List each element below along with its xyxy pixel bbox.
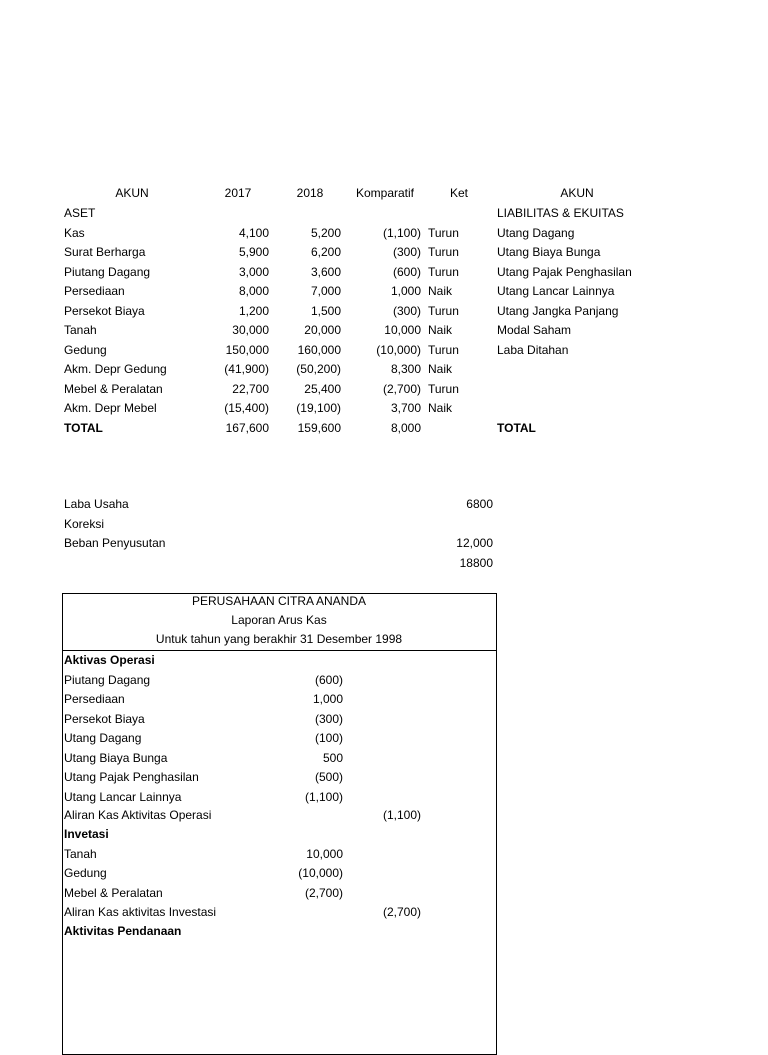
operasi-item-amount: (1,100) [304, 789, 343, 804]
company-name: PERUSAHAAN CITRA ANANDA [191, 594, 367, 608]
operasi-total-label: Aliran Kas Aktivitas Operasi [64, 808, 212, 822]
asset-total-label: TOTAL [64, 420, 103, 435]
laba-sum-value: 18800 [459, 555, 493, 570]
asset-2017: 1,200 [238, 303, 269, 318]
liability-name: Modal Saham [497, 323, 572, 337]
asset-2017: 8,000 [238, 284, 269, 298]
asset-2018: (19,100) [296, 401, 341, 415]
asset-name: Akm. Depr Gedung [64, 362, 167, 376]
investasi-item-name: Mebel & Peralatan [64, 885, 163, 900]
liability-name: Laba Ditahan [497, 342, 569, 357]
asset-2018: 160,000 [297, 342, 341, 357]
liability-name: Utang Dagang [497, 225, 575, 240]
asset-2017: 3,000 [238, 264, 269, 279]
asset-ket: Naik [428, 323, 453, 337]
section-liabilitas-ekuitas: LIABILITAS & EKUITAS [497, 206, 624, 220]
header-ket: Ket [449, 186, 468, 200]
asset-2017: (15,400) [224, 401, 269, 415]
header-akun: AKUN [115, 186, 149, 200]
asset-ket: Turun [428, 245, 459, 259]
asset-name: Persediaan [64, 284, 125, 298]
investasi-total-value: (2,700) [382, 905, 421, 919]
asset-2017: 4,100 [238, 225, 269, 240]
asset-name: Mebel & Peralatan [64, 381, 163, 396]
header-2017: 2017 [224, 186, 252, 200]
operasi-item-amount: (100) [314, 731, 343, 745]
operasi-item-amount: (600) [314, 672, 343, 687]
investasi-item-name: Gedung [64, 866, 107, 880]
investasi-total-label: Aliran Kas aktivitas Investasi [64, 905, 217, 919]
header-komparatif: Komparatif [355, 186, 415, 200]
asset-name: Gedung [64, 342, 107, 357]
asset-2018: 1,500 [310, 303, 341, 318]
investasi-item-amount: (10,000) [298, 866, 343, 880]
asset-komparatif: 1,000 [390, 284, 421, 298]
operasi-item-name: Persekot Biaya [64, 711, 145, 726]
laba-usaha-value: 6800 [466, 497, 493, 511]
section-aset: ASET [64, 206, 96, 220]
asset-ket: Turun [428, 225, 459, 240]
liability-name: Utang Biaya Bunga [497, 245, 601, 259]
asset-name: Surat Berharga [64, 245, 146, 259]
pendanaan-header: Aktivitas Pendanaan [64, 924, 182, 938]
asset-komparatif: 3,700 [390, 401, 421, 415]
operasi-item-amount: (300) [314, 711, 343, 726]
asset-total-2018: 159,600 [297, 420, 341, 435]
asset-2017: 5,900 [238, 245, 269, 259]
asset-total-2017: 167,600 [225, 420, 269, 435]
asset-ket: Naik [428, 284, 453, 298]
asset-2017: 22,700 [232, 381, 269, 396]
asset-komparatif: (300) [392, 303, 421, 318]
asset-2018: 5,200 [310, 225, 341, 240]
asset-name: Kas [64, 225, 85, 240]
asset-2018: 3,600 [310, 264, 341, 279]
asset-name: Tanah [64, 323, 97, 337]
asset-2017: (41,900) [224, 362, 269, 376]
operasi-item-amount: 1,000 [312, 692, 343, 706]
asset-total-komparatif: 8,000 [390, 420, 421, 435]
investasi-header: Invetasi [64, 827, 109, 841]
operasi-item-name: Utang Lancar Lainnya [64, 789, 182, 804]
investasi-item-name: Tanah [64, 846, 97, 861]
asset-komparatif: (300) [392, 245, 421, 259]
asset-2018: 20,000 [304, 323, 341, 337]
liability-name: Utang Pajak Penghasilan [497, 264, 632, 279]
asset-komparatif: (1,100) [382, 225, 421, 240]
operasi-item-name: Utang Dagang [64, 731, 142, 745]
asset-name: Persekot Biaya [64, 303, 145, 318]
operasi-item-amount: 500 [322, 750, 343, 765]
asset-2018: 7,000 [310, 284, 341, 298]
asset-komparatif: (10,000) [376, 342, 421, 357]
report-period: Untuk tahun yang berakhir 31 Desember 1998 [155, 632, 403, 646]
asset-komparatif: (600) [392, 264, 421, 279]
operasi-item-name: Utang Biaya Bunga [64, 750, 168, 765]
investasi-item-amount: 10,000 [306, 846, 343, 861]
operasi-item-name: Piutang Dagang [64, 672, 151, 687]
asset-2018: (50,200) [296, 362, 341, 376]
report-title: Laporan Arus Kas [231, 613, 327, 627]
header-akun-liabilitas: AKUN [560, 186, 594, 200]
asset-2017: 30,000 [232, 323, 269, 337]
beban-penyusutan-label: Beban Penyusutan [64, 536, 166, 550]
liability-name: Utang Lancar Lainnya [497, 284, 615, 298]
laba-usaha-label: Laba Usaha [64, 497, 129, 511]
beban-penyusutan-value: 12,000 [456, 536, 493, 550]
operasi-header: Aktivas Operasi [64, 653, 155, 667]
operasi-total-value: (1,100) [382, 808, 421, 822]
header-2018: 2018 [296, 186, 324, 200]
asset-ket: Turun [428, 342, 459, 357]
operasi-item-name: Utang Pajak Penghasilan [64, 770, 199, 784]
asset-name: Piutang Dagang [64, 264, 151, 279]
asset-ket: Naik [428, 362, 453, 376]
operasi-item-name: Persediaan [64, 692, 125, 706]
asset-2017: 150,000 [225, 342, 269, 357]
koreksi-label: Koreksi [64, 516, 105, 531]
asset-komparatif: 10,000 [384, 323, 421, 337]
asset-ket: Naik [428, 401, 453, 415]
asset-2018: 6,200 [310, 245, 341, 259]
asset-name: Akm. Depr Mebel [64, 401, 157, 415]
asset-ket: Turun [428, 303, 459, 318]
liability-name: Utang Jangka Panjang [497, 303, 619, 318]
asset-komparatif: (2,700) [382, 381, 421, 396]
investasi-item-amount: (2,700) [304, 885, 343, 900]
asset-komparatif: 8,300 [390, 362, 421, 376]
asset-2018: 25,400 [304, 381, 341, 396]
asset-ket: Turun [428, 381, 459, 396]
asset-ket: Turun [428, 264, 459, 279]
operasi-item-amount: (500) [314, 770, 343, 784]
liability-total-label: TOTAL [497, 420, 536, 435]
